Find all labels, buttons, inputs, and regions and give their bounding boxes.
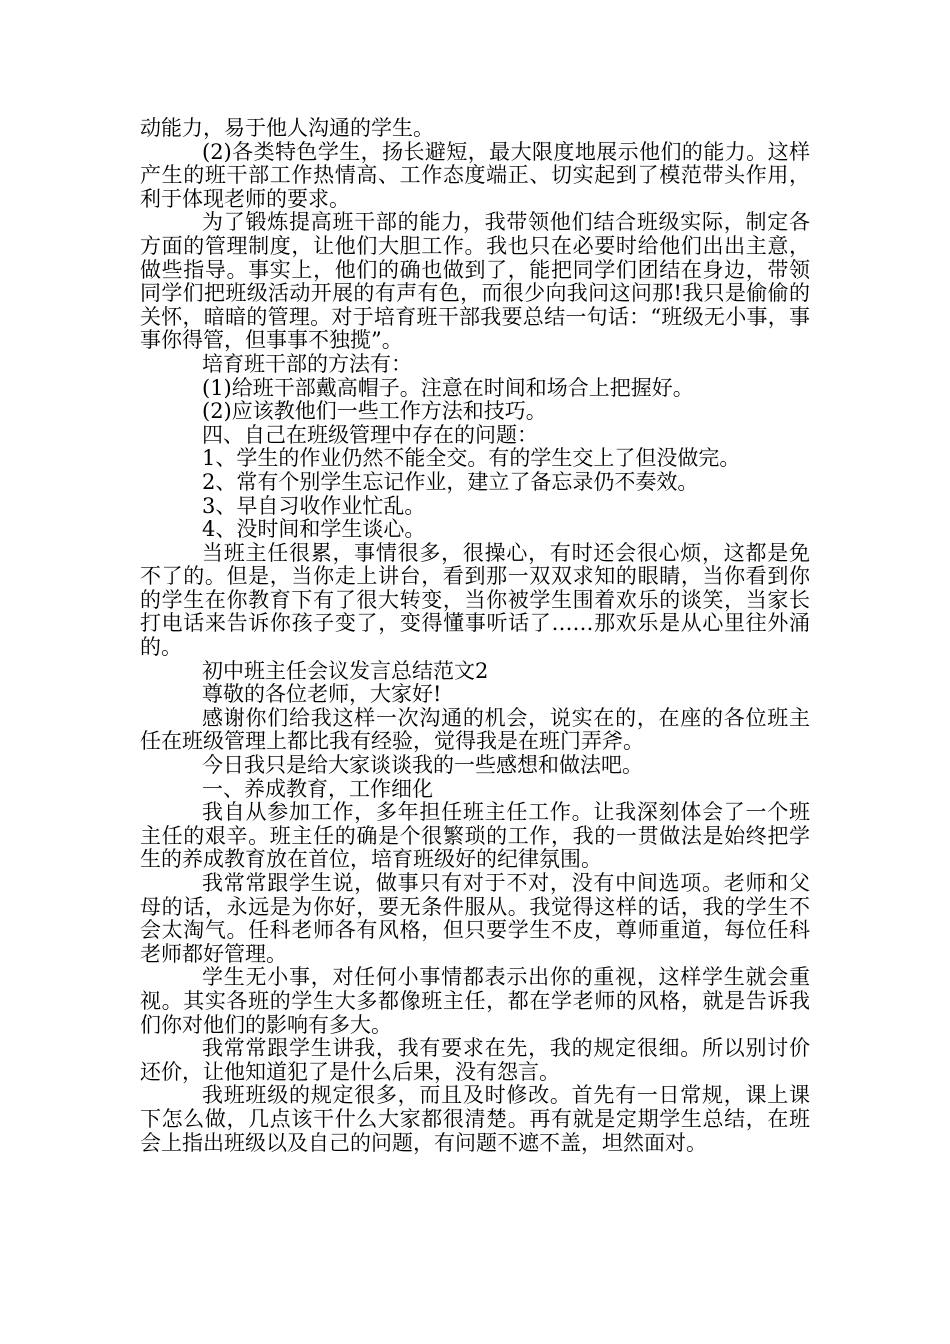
paragraph-6: (2)应该教他们一些工作方法和技巧。 <box>202 399 547 424</box>
article-title-2: 初中班主任会议发言总结范文2 <box>202 658 489 683</box>
paragraph-20: 学生无小事，对任何小事情都表示出你的重视，这样学生就会重视。其实各班的学生大多都像班主任，都在学老师的风格，就是告诉我们你对他们的影响有多大。 <box>140 965 810 1037</box>
paragraph-5: (1)给班干部戴高帽子。注意在时间和场合上把握好。 <box>202 375 694 400</box>
paragraph-12: 当班主任很累，事情很多，很操心，有时还会很心烦，这都是免不了的。但是，当你走上讲台，看到那一双双求知的眼睛，当你看到你的学生在你教育下有了很大转变，当你被学生围着欢乐的谈笑，当家长打电话来告诉你孩子变了，变得懂事听话了……那欢乐是从心里往外涌的。 <box>140 540 810 660</box>
list-item-4: 4、没时间和学生谈心。 <box>202 517 426 542</box>
list-item-1: 1、学生的作业仍然不能全交。有的学生交上了但没做完。 <box>202 446 741 471</box>
section-heading-4: 四、自己在班级管理中存在的问题： <box>202 422 538 447</box>
paragraph-3: 为了锻炼提高班干部的能力，我带领他们结合班级实际，制定各方面的管理制度，让他们大胆工作。我也只在必要时给他们出出主意，做些指导。事实上，他们的确也做到了，能把同学们团结在身边，带领同学们把班级活动开展的有声有色，而很少向我问这问那!我只是偷偷的关怀，暗暗的管理。对于培育班干部我要总结一句话：“班级无小事，事事你得管，但事事不独揽”。 <box>140 210 810 353</box>
paragraph-15: 感谢你们给我这样一次沟通的机会，说实在的，在座的各位班主任在班级管理上都比我有经验，觉得我是在班门弄斧。 <box>140 705 810 754</box>
paragraph-2: (2)各类特色学生，扬长避短，最大限度地展示他们的能力。这样产生的班干部工作热情高、工作态度端正、切实起到了模范带头作用，利于体现老师的要求。 <box>140 139 810 211</box>
paragraph-4: 培育班干部的方法有： <box>202 351 412 376</box>
section-heading-1: 一、养成教育，工作细化 <box>202 776 433 801</box>
paragraph-21: 我常常跟学生讲我，我有要求在先，我的规定很细。所以别讨价还价，让他知道犯了是什么后果，没有怨言。 <box>140 1036 810 1084</box>
paragraph-16: 今日我只是给大家谈谈我的一些感想和做法吧。 <box>202 753 643 778</box>
paragraph-19: 我常常跟学生说，做事只有对于不对，没有中间选项。老师和父母的话，永远是为你好，要无条件服从。我觉得这样的话，我的学生不会太淘气。任科老师各有风格，但只要学生不皮，尊师重道，每位任科老师都好管理。 <box>140 871 810 966</box>
greeting: 尊敬的各位老师，大家好! <box>202 682 442 707</box>
list-item-2: 2、常有个别学生忘记作业，建立了备忘录仍不奏效。 <box>202 469 699 494</box>
list-item-3: 3、早自习收作业忙乱。 <box>202 493 426 518</box>
paragraph-1: 动能力，易于他人沟通的学生。 <box>140 116 434 140</box>
paragraph-18: 我自从参加工作，多年担任班主任工作。让我深刻体会了一个班主任的艰辛。班主任的确是个很繁琐的工作，我的一贯做法是始终把学生的养成教育放在首位，培育班级好的纪律氛围。 <box>140 800 810 872</box>
paragraph-22: 我班班级的规定很多，而且及时修改。首先有一日常规，课上课下怎么做，几点该干什么大家都很清楚。再有就是定期学生总结，在班会上指出班级以及自己的问题，有问题不遮不盖，坦然面对。 <box>140 1083 810 1155</box>
document-body <box>140 117 810 1155</box>
